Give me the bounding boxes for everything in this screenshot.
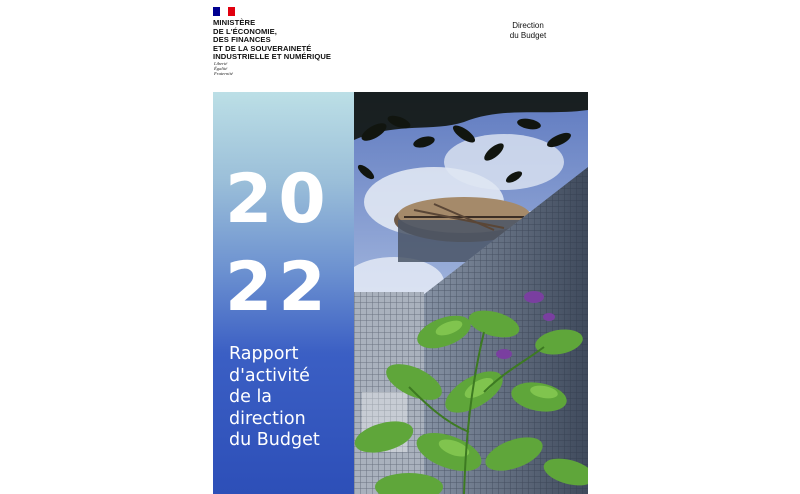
ministry-line: INDUSTRIELLE ET NUMÉRIQUE bbox=[213, 52, 332, 62]
ministry-name bbox=[213, 19, 373, 62]
direction-line: Direction bbox=[512, 21, 544, 30]
year-second-half: 22 bbox=[225, 248, 332, 327]
title-line: direction bbox=[229, 408, 306, 429]
republic-motto bbox=[214, 61, 233, 77]
motto-line: Fraternité bbox=[214, 71, 233, 77]
flag-stripe-white bbox=[220, 7, 227, 16]
direction-line: du Budget bbox=[509, 31, 547, 40]
motto-line: Égalité bbox=[214, 66, 228, 72]
ministry-line: ET DE LA SOUVERAINETÉ bbox=[213, 43, 312, 53]
report-title bbox=[229, 344, 349, 452]
year-first-half: 20 bbox=[225, 160, 332, 239]
title-line: d'activité bbox=[229, 365, 310, 386]
ministry-line: DE L'ÉCONOMIE, bbox=[213, 26, 277, 36]
motto-line: Liberté bbox=[214, 61, 228, 66]
republic-flag-icon bbox=[213, 7, 235, 16]
title-line: du Budget bbox=[229, 430, 320, 450]
flag-stripe-red bbox=[228, 7, 235, 16]
ministry-line: DES FINANCES bbox=[213, 35, 271, 45]
title-line: de la bbox=[229, 387, 273, 407]
building-photo-illustration bbox=[354, 92, 588, 494]
title-line: Rapport bbox=[229, 344, 299, 364]
flag-stripe-blue bbox=[213, 7, 220, 16]
ministry-line: MINISTÈRE bbox=[213, 18, 256, 27]
direction-label bbox=[498, 21, 558, 41]
cover-photo-building bbox=[354, 92, 588, 494]
